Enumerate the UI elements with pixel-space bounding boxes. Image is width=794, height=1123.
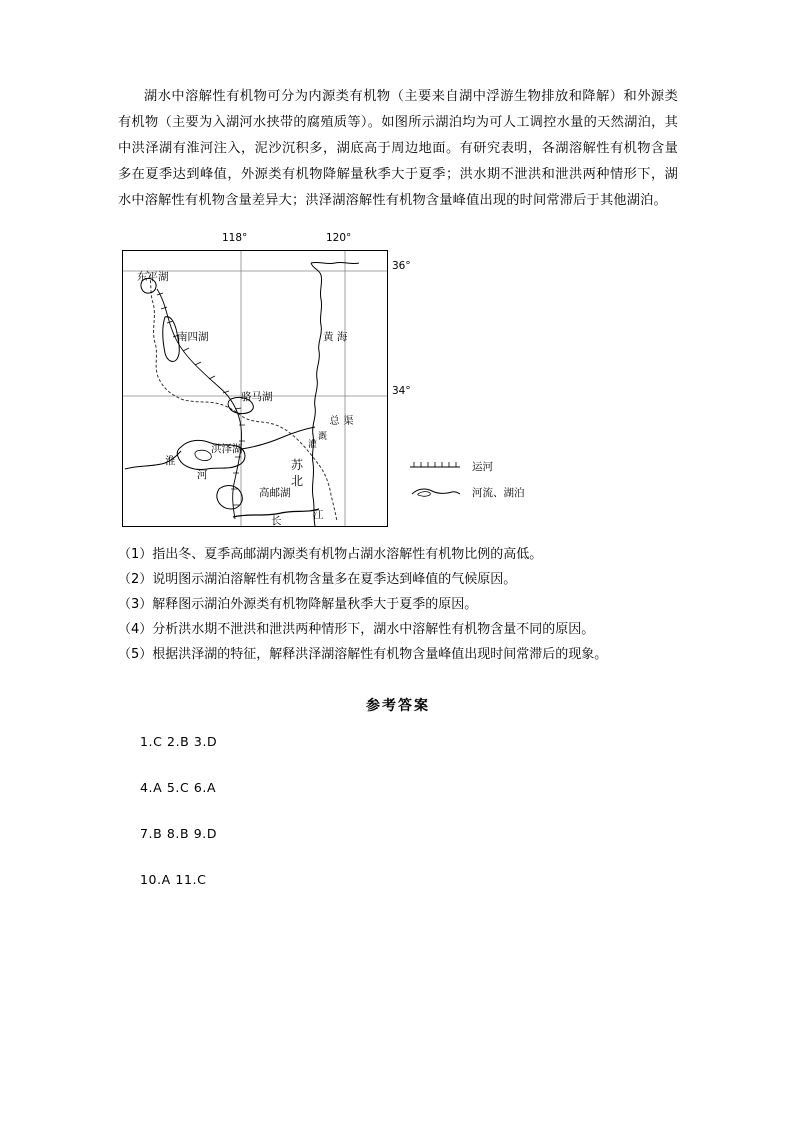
question-4: （4）分析洪水期不泄洪和泄洪两种情形下，湖水中溶解性有机物含量不同的原因。 (118, 622, 595, 637)
map-label-subei-char1: 苏 (291, 458, 304, 472)
lon-label-118: 118° (222, 232, 248, 244)
map-label-dongping-lake: 东平湖 (137, 271, 169, 283)
passage-paragraph: 湖水中溶解性有机物可分为内源类有机物（主要来自湖中浮游生物排放和降解）和外源类有机物（主要为入湖河水挟带的腐殖质等）。如图所示湖泊均为可人工调控水量的天然湖泊，其中洪泽湖有淮河注入，泥沙沉积多，湖底高于周边地面。有研究表明，各湖溶解性有机物含量多在夏季达到峰值，外源类有机物降解量秋季大于夏季；洪水期不泄洪和泄洪两种情形下，湖水中溶解性有机物含量差异大；洪泽湖溶解性有机物含量峰值出现的时间常滞后于其他湖泊。 (118, 89, 678, 208)
map-frame (122, 250, 388, 527)
question-3: （3）解释图示湖泊外源类有机物降解量秋季大于夏季的原因。 (118, 597, 478, 612)
question-1: （1）指出冬、夏季高邮湖内源类有机物占湖水溶解性有机物比例的高低。 (118, 547, 543, 562)
map-label-changjiang-char2: 江 (313, 509, 324, 521)
map-label-hongze-lake: 洪泽湖 (211, 443, 243, 455)
lat-label-34: 34° (392, 385, 411, 397)
map-figure (118, 226, 678, 536)
river-lake-symbol-icon (408, 484, 464, 500)
lat-label-36: 36° (392, 260, 411, 272)
question-5: （5）根据洪泽湖的特征，解释洪泽湖溶解性有机物含量峰值出现时间常滞后的现象。 (118, 647, 608, 662)
map-label-yellow-sea: 黄 海 (323, 331, 348, 343)
map-label-changjiang-char1: 长 (271, 515, 282, 527)
answer-line-1: 1.C 2.B 3.D (140, 734, 218, 749)
question-list (118, 542, 678, 667)
map-label-luoma-lake: 骆马湖 (241, 391, 273, 403)
map-label-subei-char2: 北 (291, 474, 304, 488)
question-2: （2）说明图示湖泊溶解性有机物含量多在夏季达到峰值的气候原因。 (118, 572, 517, 587)
map-label-canal-qu: 渠 (341, 415, 352, 425)
lon-label-120: 120° (326, 232, 352, 244)
map-label-canal-guan: 灌 (306, 439, 316, 448)
map-label-nansi-lake: 南四湖 (177, 331, 209, 343)
answer-line-3: 7.B 8.B 9.D (140, 826, 218, 841)
answers-title: 参考答案 (366, 698, 430, 714)
answer-line-2: 4.A 5.C 6.A (140, 780, 217, 795)
legend-label-canal: 运河 (472, 460, 493, 473)
canal-symbol-icon (408, 458, 464, 474)
map-label-huai-river-char2: 河 (197, 469, 208, 481)
map-label-canal-zong: 总 (327, 415, 338, 425)
answer-line-4: 10.A 11.C (140, 872, 207, 887)
map-label-gaoyou-lake: 高邮湖 (259, 487, 291, 499)
map-drawing (123, 251, 387, 526)
legend-label-river-lake: 河流、湖泊 (472, 486, 525, 499)
legend-item-river-lake (408, 482, 525, 502)
document-content (118, 84, 678, 915)
legend-item-canal (408, 456, 525, 476)
map-label-canal-gai: 溉 (316, 431, 326, 440)
map-legend (408, 456, 525, 508)
map-label-huai-river-char1: 淮 (165, 455, 176, 467)
